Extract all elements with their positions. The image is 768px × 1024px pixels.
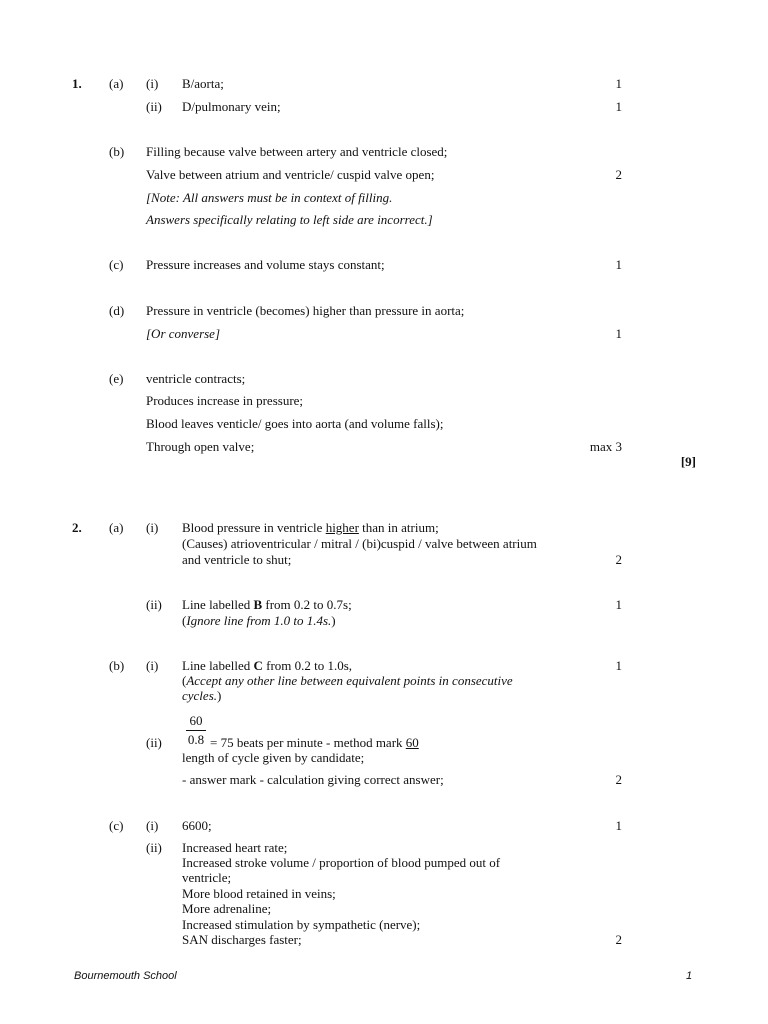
q1-d-answer: Pressure in ventricle (becomes) higher than pressure in aorta;: [146, 303, 465, 318]
q1-part-b-label: (b): [109, 144, 125, 159]
q1-b-line-2: Valve between atrium and ventricle/ cuspid valve open;: [146, 167, 435, 182]
q2-c-ii-line: Increased heart rate;: [182, 840, 288, 855]
q1-c-mark: 1: [615, 257, 622, 272]
q2-part-b-label: (b): [109, 658, 125, 673]
q1-a-ii-mark: 1: [615, 99, 622, 114]
q2-a-i-line-1: Blood pressure in ventricle higher than in atrium;: [182, 520, 439, 535]
q1-e-line-1: ventricle contracts;: [146, 371, 246, 386]
fraction-numerator: 60: [186, 713, 206, 731]
q2-part-c-label: (c): [109, 818, 124, 833]
q1-b-mark: 2: [615, 167, 622, 182]
q2-a-ii-line-1: Line labelled B from 0.2 to 0.7s;: [182, 597, 352, 612]
q2-b-ii-line-3: - answer mark - calculation giving correct answer;: [182, 772, 444, 787]
q2-c-ii-label: (ii): [146, 840, 162, 855]
q2-c-i-mark: 1: [615, 818, 622, 833]
q1-e-line-4: Through open valve;: [146, 439, 255, 454]
q1-b-note-2: Answers specifically relating to left side are incorrect.]: [146, 212, 433, 227]
q2-b-i-label: (i): [146, 658, 159, 673]
q1-part-d-label: (d): [109, 303, 125, 318]
q2-c-ii-line: ventricle;: [182, 870, 232, 885]
q2-c-ii-line: More adrenaline;: [182, 901, 272, 916]
underlined-number: 60: [405, 735, 419, 750]
fraction-denominator: 0.8: [187, 732, 205, 747]
q2-a-i-label: (i): [146, 520, 159, 535]
q2-a-ii-mark: 1: [615, 597, 622, 612]
q2-c-ii-line: More blood retained in veins;: [182, 886, 336, 901]
q1-e-line-2: Produces increase in pressure;: [146, 393, 304, 408]
q2-b-ii-line-1: = 75 beats per minute - method mark 60: [210, 735, 419, 750]
q2-c-ii-line: SAN discharges faster;: [182, 932, 302, 947]
q2-c-ii-mark: 2: [615, 932, 622, 947]
q1-part-a-label: (a): [109, 76, 124, 91]
q1-d-note: [Or converse]: [146, 326, 221, 341]
q2-b-ii-line-2: length of cycle given by candidate;: [182, 750, 365, 765]
q1-a-ii-answer: D/pulmonary vein;: [182, 99, 281, 114]
q1-total-mark: [9]: [680, 454, 696, 469]
q1-e-line-3: Blood leaves venticle/ goes into aorta (and volume falls);: [146, 416, 444, 431]
footer-page-number: 1: [686, 970, 693, 982]
q2-a-i-line-2: (Causes) atrioventricular / mitral / (bi)cuspid / valve between atrium: [182, 536, 537, 551]
footer-school-name: Bournemouth School: [74, 970, 177, 982]
fraction: [186, 713, 206, 748]
q2-c-ii-line: Increased stimulation by sympathetic (nerve);: [182, 917, 421, 932]
q1-d-mark: 1: [615, 326, 622, 341]
q2-b-i-mark: 1: [615, 658, 622, 673]
q2-a-ii-line-2: (Ignore line from 1.0 to 1.4s.): [182, 613, 336, 628]
q1-a-i-answer: B/aorta;: [182, 76, 224, 91]
q1-part-c-label: (c): [109, 257, 124, 272]
q2-b-i-line-2: (Accept any other line between equivalent points in consecutive: [182, 673, 513, 688]
underlined-word: higher: [325, 520, 359, 535]
q1-b-note-1: [Note: All answers must be in context of filling.: [146, 190, 393, 205]
q2-c-ii-line: Increased stroke volume / proportion of blood pumped out of: [182, 855, 501, 870]
question-1-number: 1.: [72, 76, 82, 91]
q1-c-answer: Pressure increases and volume stays constant;: [146, 257, 385, 272]
question-2-number: 2.: [72, 520, 82, 535]
q1-a-ii-label: (ii): [146, 99, 162, 114]
q2-part-a-label: (a): [109, 520, 124, 535]
q2-a-i-mark: 2: [615, 552, 622, 567]
q2-a-ii-label: (ii): [146, 597, 162, 612]
q1-b-line-1: Filling because valve between artery and ventricle closed;: [146, 144, 448, 159]
q1-e-mark: max 3: [589, 439, 622, 454]
q1-a-i-label: (i): [146, 76, 159, 91]
q1-a-i-mark: 1: [615, 76, 622, 91]
q1-part-e-label: (e): [109, 371, 124, 386]
q2-c-i-answer: 6600;: [182, 818, 212, 833]
q2-a-i-line-3: and ventricle to shut;: [182, 552, 292, 567]
q2-b-i-line-1: Line labelled C from 0.2 to 1.0s,: [182, 658, 353, 673]
q2-b-ii-label: (ii): [146, 735, 162, 750]
q2-b-i-line-3: cycles.): [182, 688, 222, 703]
q2-c-i-label: (i): [146, 818, 159, 833]
q2-b-ii-mark: 2: [615, 772, 622, 787]
